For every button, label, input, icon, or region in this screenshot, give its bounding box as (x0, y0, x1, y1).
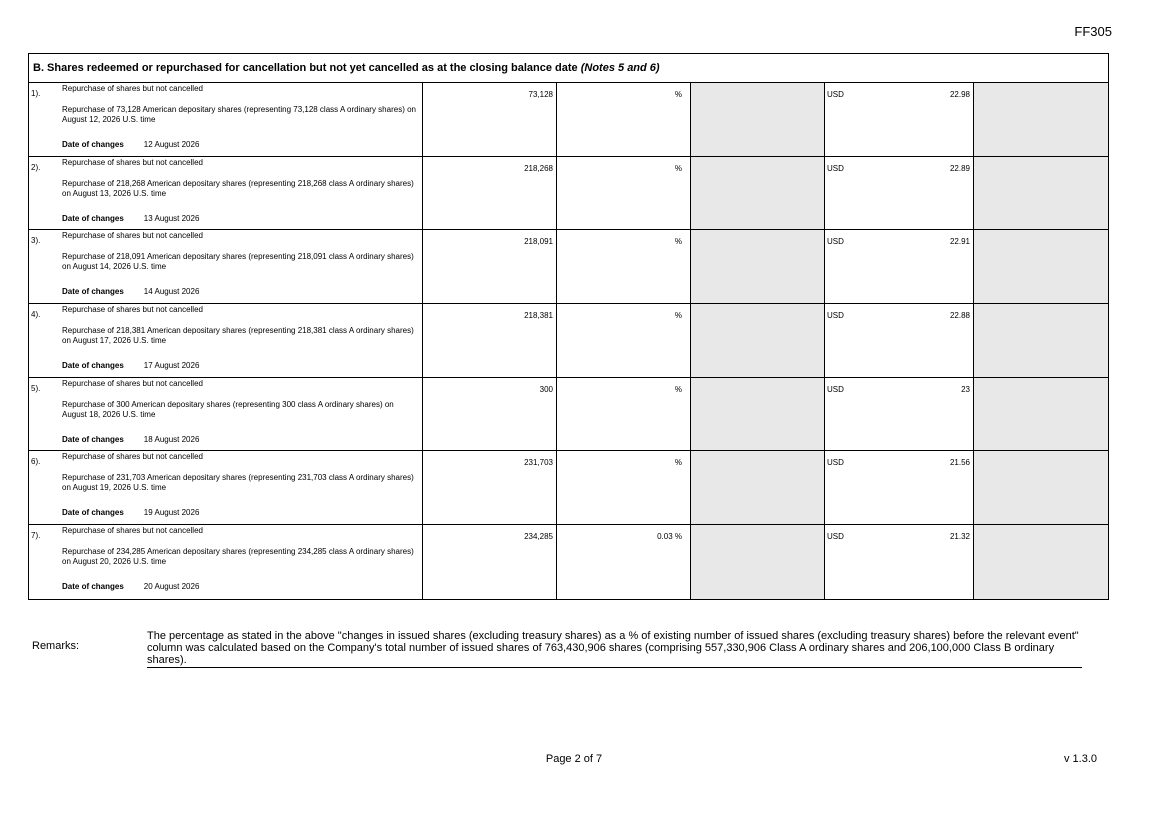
description-cell (29, 304, 423, 377)
change-type: Repurchase of shares but not cancelled (62, 305, 203, 315)
date-label: Date of changes (62, 287, 124, 297)
price-cell (825, 378, 974, 451)
table-row (29, 230, 1108, 304)
percentage-cell (557, 83, 691, 156)
shares-value: 234,285 (524, 532, 553, 542)
price-value: 21.32 (949, 532, 970, 542)
row-index: 2). (31, 162, 41, 172)
shares-value: 218,381 (524, 311, 553, 321)
shaded-cell (974, 378, 1108, 451)
row-index: 4). (31, 310, 41, 320)
change-detail: Repurchase of 218,091 American depositary shares (representing 218,091 class A ordinary shares) on August 14, 2026 U.S. time (62, 252, 414, 272)
row-index: 6). (31, 457, 41, 467)
form-code: FF305 (1074, 24, 1112, 39)
table-row (29, 525, 1108, 599)
date-label: Date of changes (62, 508, 124, 518)
price-value: 22.91 (949, 237, 970, 247)
currency-value: USD (827, 532, 844, 542)
table-row (29, 157, 1108, 231)
shaded-cell (974, 157, 1108, 230)
shaded-cell (974, 230, 1108, 303)
date-label: Date of changes (62, 361, 124, 371)
percentage-cell (557, 157, 691, 230)
shaded-cell (691, 304, 825, 377)
section-title-text: B. Shares redeemed or repurchased for cancellation but not yet cancelled as at the closing balance date (33, 62, 578, 74)
date-label: Date of changes (62, 582, 124, 592)
price-value: 22.88 (949, 311, 970, 321)
shares-cell (423, 157, 557, 230)
shares-cell (423, 304, 557, 377)
shares-cell (423, 525, 557, 599)
shaded-cell (974, 83, 1108, 156)
shares-cell (423, 230, 557, 303)
remarks-text: The percentage as stated in the above "changes in issued shares (excluding treasury shares) as a % of existing number of issued shares (excluding treasury shares) before the relevant event" column was calculated based on the Company's total number of issued shares of 763,430,906 shares (comprising 557,330,906 Class A ordinary shares and 206,100,000 Class B ordinary shares). (147, 630, 1082, 668)
shares-value: 73,128 (528, 90, 553, 99)
change-detail: Repurchase of 234,285 American depositary shares (representing 234,285 class A ordinary shares) on August 20, 2026 U.S. time (62, 547, 414, 567)
shaded-cell (974, 304, 1108, 377)
date-value: 14 August 2026 (143, 287, 200, 297)
page-number: Page 2 of 7 (545, 753, 603, 765)
price-cell (825, 230, 974, 303)
date-label: Date of changes (62, 213, 124, 223)
table-row (29, 451, 1108, 525)
change-type: Repurchase of shares but not cancelled (62, 452, 203, 462)
percentage-value: % (674, 384, 682, 394)
date-label: Date of changes (62, 140, 124, 149)
change-type: Repurchase of shares but not cancelled (62, 231, 203, 241)
table-row (29, 378, 1108, 452)
section-title (29, 54, 1108, 83)
currency-value: USD (827, 237, 844, 247)
description-cell (29, 378, 423, 451)
shaded-cell (691, 157, 825, 230)
currency-value: USD (827, 384, 844, 394)
percentage-value: 0.03 % (657, 532, 682, 542)
description-cell (29, 83, 423, 156)
date-value: 13 August 2026 (143, 213, 200, 223)
date-value: 17 August 2026 (143, 361, 200, 371)
change-detail: Repurchase of 300 American depositary shares (representing 300 class A ordinary shares) on August 18, 2026 U.S. time (62, 399, 394, 419)
shaded-cell (691, 83, 825, 156)
shares-value: 218,091 (524, 237, 553, 247)
table-body (29, 83, 1108, 599)
date-of-changes (62, 361, 199, 370)
row-index: 7). (31, 531, 41, 541)
description-cell (29, 157, 423, 230)
shaded-cell (691, 451, 825, 524)
currency-value: USD (827, 458, 844, 468)
shares-value: 231,703 (524, 458, 553, 468)
description-cell (29, 525, 423, 599)
date-of-changes (62, 214, 199, 223)
change-type: Repurchase of shares but not cancelled (62, 378, 203, 388)
percentage-value: % (674, 163, 682, 173)
percentage-cell (557, 525, 691, 599)
change-type: Repurchase of shares but not cancelled (62, 157, 203, 167)
shaded-cell (974, 451, 1108, 524)
row-index: 5). (31, 383, 41, 393)
date-value: 12 August 2026 (143, 140, 200, 149)
remarks-label: Remarks: (32, 640, 80, 652)
percentage-cell (557, 230, 691, 303)
date-value: 20 August 2026 (143, 582, 200, 592)
date-of-changes (62, 508, 199, 517)
percentage-cell (557, 378, 691, 451)
date-value: 18 August 2026 (143, 434, 200, 444)
price-cell (825, 525, 974, 599)
change-detail: Repurchase of 73,128 American depositary shares (representing 73,128 class A ordinary shares) on August 12, 2026 U.S. time (62, 105, 416, 124)
price-cell (825, 304, 974, 377)
shares-cell (423, 83, 557, 156)
change-type: Repurchase of shares but not cancelled (62, 526, 203, 536)
change-detail: Repurchase of 231,703 American depositary shares (representing 231,703 class A ordinary shares) on August 19, 2026 U.S. time (62, 473, 414, 493)
change-detail: Repurchase of 218,268 American depositary shares (representing 218,268 class A ordinary shares) on August 13, 2026 U.S. time (62, 178, 414, 198)
shaded-cell (691, 230, 825, 303)
currency-value: USD (827, 311, 844, 321)
section-notes: (Notes 5 and 6) (580, 62, 660, 74)
shaded-cell (691, 525, 825, 599)
price-value: 21.56 (949, 458, 970, 468)
price-cell (825, 83, 974, 156)
currency-value: USD (827, 163, 844, 173)
repurchase-table (28, 53, 1109, 600)
date-of-changes (62, 287, 199, 296)
percentage-value: % (674, 90, 682, 99)
percentage-value: % (674, 237, 682, 247)
change-detail: Repurchase of 218,381 American depositary shares (representing 218,381 class A ordinary shares) on August 17, 2026 U.S. time (62, 326, 414, 346)
change-type: Repurchase of shares but not cancelled (62, 84, 203, 93)
price-cell (825, 157, 974, 230)
shares-cell (423, 378, 557, 451)
table-row (29, 304, 1108, 378)
description-cell (29, 451, 423, 524)
version-label: v 1.3.0 (1063, 753, 1097, 765)
price-value: 22.98 (949, 90, 970, 99)
date-value: 19 August 2026 (143, 508, 200, 518)
percentage-cell (557, 451, 691, 524)
date-of-changes (62, 435, 199, 444)
price-value: 23 (961, 384, 970, 394)
row-index: 1). (31, 89, 41, 98)
price-cell (825, 451, 974, 524)
currency-value: USD (827, 90, 844, 99)
percentage-value: % (674, 311, 682, 321)
table-row (29, 83, 1108, 157)
description-cell (29, 230, 423, 303)
shares-value: 300 (539, 384, 553, 394)
date-of-changes (62, 582, 199, 591)
row-index: 3). (31, 236, 41, 246)
shares-cell (423, 451, 557, 524)
shaded-cell (691, 378, 825, 451)
shares-value: 218,268 (524, 163, 553, 173)
percentage-value: % (674, 458, 682, 468)
date-of-changes (62, 140, 199, 149)
percentage-cell (557, 304, 691, 377)
price-value: 22.89 (949, 163, 970, 173)
shaded-cell (974, 525, 1108, 599)
date-label: Date of changes (62, 434, 124, 444)
